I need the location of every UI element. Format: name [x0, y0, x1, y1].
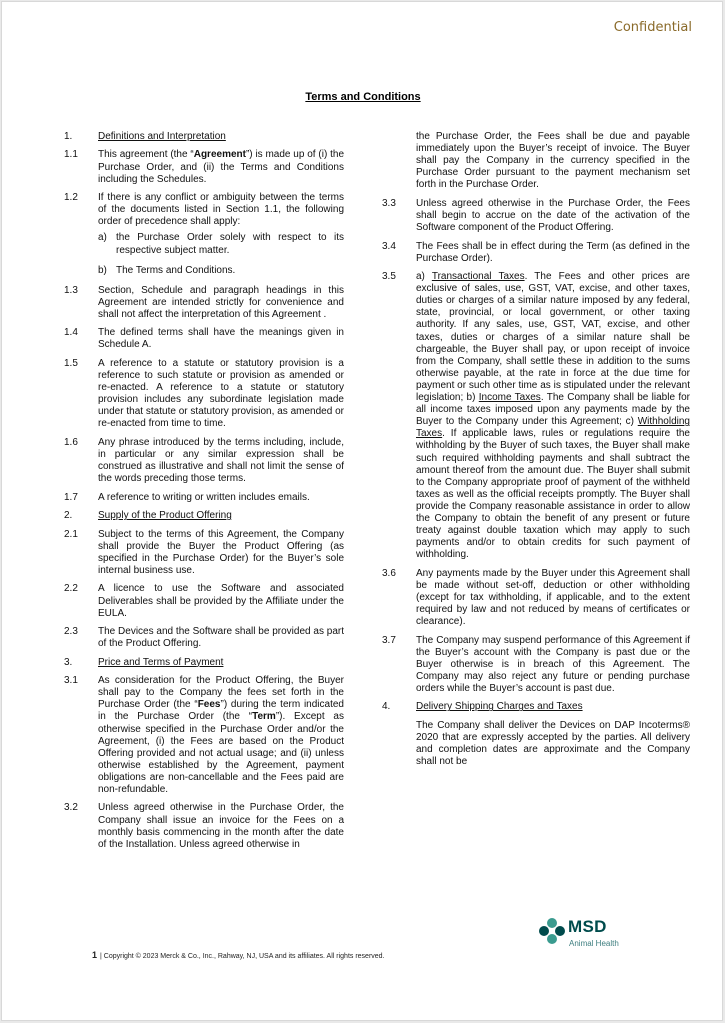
left-column	[64, 131, 344, 857]
clause-1-1: 1.1 This agreement (the “Agreement”) is made up of (i) the Purchase Order, and (ii) the Terms and Conditions including the Schedules.	[64, 149, 345, 185]
clause-3-3: 3.3 Unless agreed otherwise in the Purchase Order, the Fees shall begin to accrue on the date of the activation of the Software component of the Product Offering.	[382, 197, 690, 234]
clause-1-2-item-a: a) the Purchase Order solely with respect to its respective subject matter.	[98, 232, 344, 256]
document-title: Terms and Conditions	[305, 91, 421, 103]
section-1-heading: 1. Definitions and Interpretation	[64, 131, 226, 142]
transactional-taxes-heading: Transactional Taxes	[431, 271, 525, 283]
clause-2-1: 2.1 Subject to the terms of this Agreement, the Company shall provide the Buyer the Product Offering (as specified in the Purchase Order) for the Buyer’s sole internal business use.	[64, 528, 344, 576]
confidential-label: Confidential	[613, 20, 692, 35]
section-4-heading: 4. Delivery Shipping Charges and Taxes	[382, 701, 583, 713]
clause-3-2: 3.2 Unless agreed otherwise in the Purchase Order, the Company shall issue an invoice for the Fees on a monthly basis commencing in the month after the date of the Installation. Unless agreed otherwise in	[64, 802, 344, 850]
section-4-text: The Company shall deliver the Devices on DAP Incoterms® 2020 that are expressly accepted by the parties. All delivery and completion dates are approximate and the Company shall not be	[416, 719, 690, 768]
msd-logo	[538, 915, 658, 951]
clause-3-5: 3.5 a) Transactional Taxes. The Fees and other prices are exclusive of sales, use, GST, VAT, excise, and other taxes, duties or charges of a similar nature imposed by any federal, state, provincial, or local government, or other taxing authority. If any sales, use, GST, VAT, excise, and other taxes, duties or charges of a similar nature shall be chargeable, the Buyer shall pay, or upon receipt of invoice from the Company, shall settle these in addition to the sums otherwise payable, at the rate in force at the due time for payment or such other time as is stipulated under the relevant legislation; b) Income Taxes. The Company shall be liable for all income taxes imposed upon any payments made by the Buyer to the Company under this Agreement; c) Withholding Taxes. If applicable laws, rules or regulations require the withholding by the Buyer of such taxes, the Buyer shall make such required withholding payments and shall subtract the amount thereof from the amount due. The Buyer shall submit to the Company appropriate proof of payment of the withheld taxes as well as the official receipts promptly. The Buyer shall provide the Company reasonable assistance in order to allow the Company to obtain the benefit of any present or future treaty against double taxation which may apply to such payments and/or to obtain credits for such payment of withholding.	[382, 271, 690, 561]
defined-term-agreement: Agreement	[193, 149, 246, 161]
clause-1-5: 1.5 A reference to a statute or statutory provision is a reference to such statute or provision as amended or re-enacted. A reference to a statute or statutory provision includes any subordinate legislation made under that statute or statutory provision, as amended or re-enacted from time to time.	[64, 357, 344, 430]
defined-term-term: Term	[252, 711, 276, 723]
section-2-heading: 2. Supply of the Product Offering	[64, 510, 232, 522]
clause-3-2-continued: the Purchase Order, the Fees shall be due and payable immediately upon the Buyer’s receipt of invoice. The Buyer shall pay the Company in the currency specified in the Purchase Order pursuant to the payment mechanism set forth in the Purchase Order.	[416, 131, 690, 191]
clause-3-4: 3.4 The Fees shall be in effect during the Term (as defined in the Purchase Order).	[382, 240, 690, 264]
clause-1-6: 1.6 Any phrase introduced by the terms including, include, in particular or any similar expression shall be construed as illustrative and shall not limit the sense of the words preceding those terms.	[64, 436, 344, 485]
section-3-heading: 3. Price and Terms of Payment	[64, 656, 224, 668]
copyright-notice: | Copyright © 2023 Merck & Co., Inc., Rahway, NJ, USA and its affiliates. All rights reserved.	[100, 953, 385, 960]
page-number: 1	[92, 950, 98, 960]
clause-1-7: 1.7 A reference to writing or written includes emails.	[64, 491, 310, 503]
msd-logo-icon	[538, 917, 566, 945]
income-taxes-heading: Income Taxes	[478, 392, 541, 404]
clause-3-1: 3.1 As consideration for the Product Offering, the Buyer shall pay to the Company the fees set forth in the Purchase Order (the “Fees”) during the term indicated in the Purchase Order (the “Term”). Except as otherwise specified in the Purchase Order and/or the Agreement, (i) the Fees are based on the Product Offering provided and not actual usage; and (ii) unless otherwise established by the Agreement, payment obligations are non-cancellable and the Fees paid are non-refundable.	[64, 675, 344, 795]
logo-tagline: Animal Health	[569, 939, 619, 948]
clause-2-3: 2.3 The Devices and the Software shall be provided as part of the Product Offering.	[64, 626, 344, 650]
clause-1-4: 1.4 The defined terms shall have the meanings given in Schedule A.	[64, 327, 344, 351]
page-footer	[92, 950, 385, 960]
clause-3-7: 3.7 The Company may suspend performance of this Agreement if the Buyer’s account with the Company is past due or the Buyer otherwise is in breach of this Agreement. The Company may also reject any future or pending purchase orders while the Buyer’s account is past due.	[382, 634, 690, 694]
logo-brand: MSD	[568, 917, 607, 936]
withholding-taxes-heading: Withholding Taxes	[416, 416, 690, 440]
document-page	[1, 1, 723, 1021]
right-column	[382, 131, 690, 775]
clause-1-2-item-b: b) The Terms and Conditions.	[98, 264, 236, 276]
clause-2-2: 2.2 A licence to use the Software and associated Deliverables shall be provided by the Affiliate under the EULA.	[64, 583, 344, 619]
clause-1-2: 1.2 If there is any conflict or ambiguity between the terms of the documents listed in Section 1.1, the following order of precedence shall apply:	[64, 192, 344, 228]
defined-term-fees: Fees	[197, 699, 221, 711]
clause-1-3: 1.3 Section, Schedule and paragraph headings in this Agreement are intended strictly for convenience and shall not affect the interpretation of this Agreement .	[64, 284, 344, 320]
clause-3-6: 3.6 Any payments made by the Buyer under this Agreement shall be made without set-off, deduction or other withholding (except for tax withholding, if applicable, and to the extent required by law and not reduced by means of certificates or clearance).	[382, 567, 690, 628]
